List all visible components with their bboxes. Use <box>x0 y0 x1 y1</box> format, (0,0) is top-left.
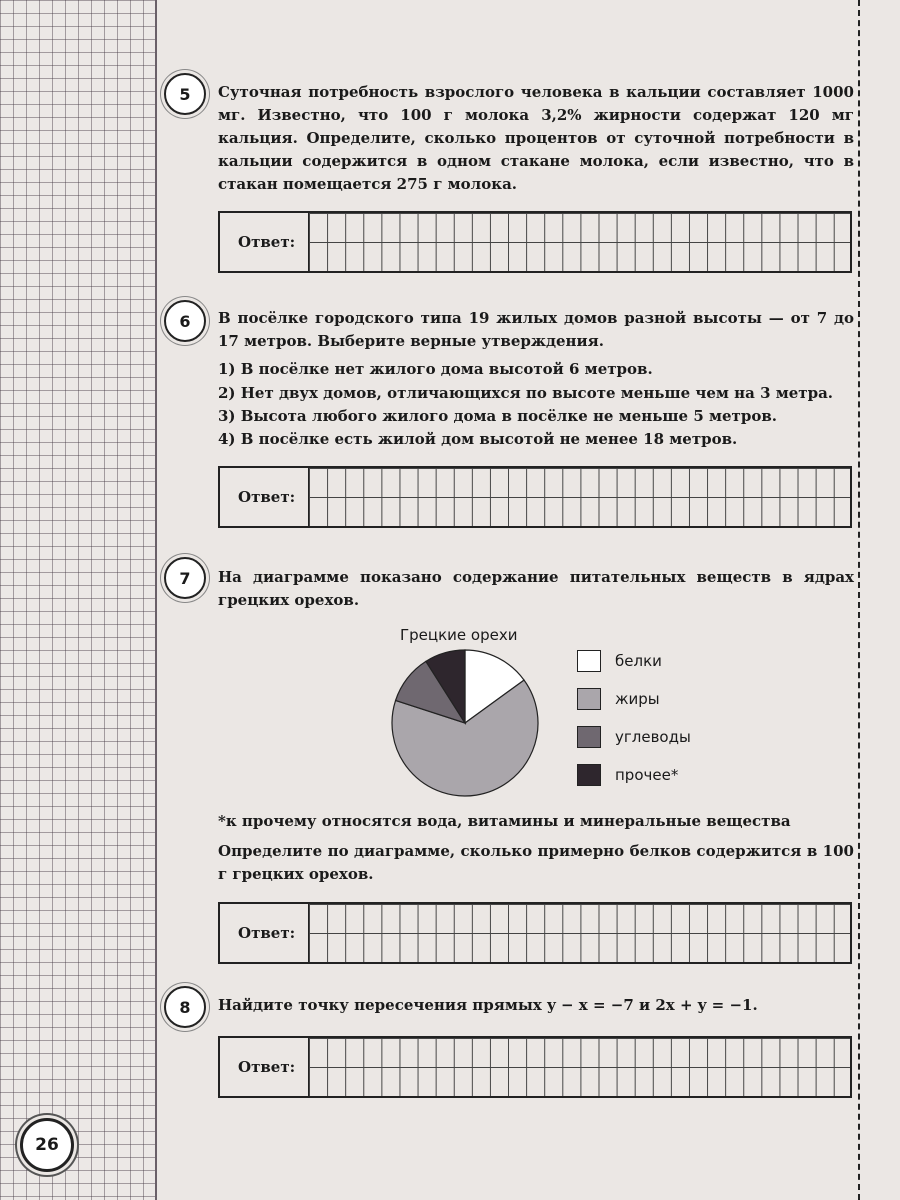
grid-margin <box>0 0 157 1200</box>
task-8-text: Найдите точку пересечения прямых y − x = −7 и 2x + y = −1. <box>218 996 758 1014</box>
task-6-option-2: 2) Нет двух домов, отличающихся по высоте меньше чем на 3 метра. <box>218 384 834 402</box>
task-6-option-4: 4) В посёлке есть жилой дом высотой не менее 18 метров. <box>218 430 738 448</box>
legend-item-other: прочее* <box>577 764 678 786</box>
legend-item-protein: белки <box>577 650 662 672</box>
legend-swatch <box>577 688 601 710</box>
task-6-number: 6 <box>164 300 206 342</box>
task-8-answer-box[interactable] <box>218 1036 852 1098</box>
task-7-text: На диаграмме показано содержание питательных веществ в ядрах грецких орехов. <box>218 568 854 609</box>
legend-item-carbs: углеводы <box>577 726 691 748</box>
answer-cells[interactable] <box>308 468 850 526</box>
task-6-answer-box[interactable] <box>218 466 852 528</box>
task-7-answer-box[interactable] <box>218 902 852 964</box>
cut-line <box>858 0 860 1200</box>
task-6-option-3: 3) Высота любого жилого дома в посёлке не меньше 5 метров. <box>218 407 777 425</box>
answer-cells[interactable] <box>308 1038 850 1096</box>
answer-cells[interactable] <box>308 904 850 962</box>
legend-swatch <box>577 650 601 672</box>
answer-cells[interactable] <box>308 213 850 271</box>
task-6-text: В посёлке городского типа 19 жилых домов разной высоты — от 7 до 17 метров. Выберите верные утверждения. <box>218 309 854 350</box>
answer-label: Ответ: <box>238 1058 296 1076</box>
task-8-number: 8 <box>164 986 206 1028</box>
answer-label: Ответ: <box>238 233 296 251</box>
page-number: 26 <box>20 1118 74 1172</box>
nutrient-pie-chart <box>380 648 550 798</box>
task-5-text: Суточная потребность взрослого человека в кальции составляет 1000 мг. Известно, что 100 г молока 3,2% жирности содержат 120 мг кальция. Определите, сколько процентов от суточной потребности в кальции содержится в одном стакане молока, если известно, что в стакан помещается 275 г молока. <box>218 83 854 193</box>
task-7-question: Определите по диаграмме, сколько примерно белков содержится в 100 г грецких орехов. <box>218 842 854 883</box>
legend-swatch <box>577 726 601 748</box>
answer-label: Ответ: <box>238 924 296 942</box>
task-7-footnote: *к прочему относятся вода, витамины и минеральные вещества <box>218 812 791 830</box>
chart-title: Грецкие орехи <box>400 626 518 644</box>
answer-label: Ответ: <box>238 488 296 506</box>
task-5-number: 5 <box>164 73 206 115</box>
task-5-answer-box[interactable] <box>218 211 852 273</box>
legend-swatch <box>577 764 601 786</box>
task-6-option-1: 1) В посёлке нет жилого дома высотой 6 метров. <box>218 360 653 378</box>
task-7-number: 7 <box>164 557 206 599</box>
legend-item-fat: жиры <box>577 688 660 710</box>
